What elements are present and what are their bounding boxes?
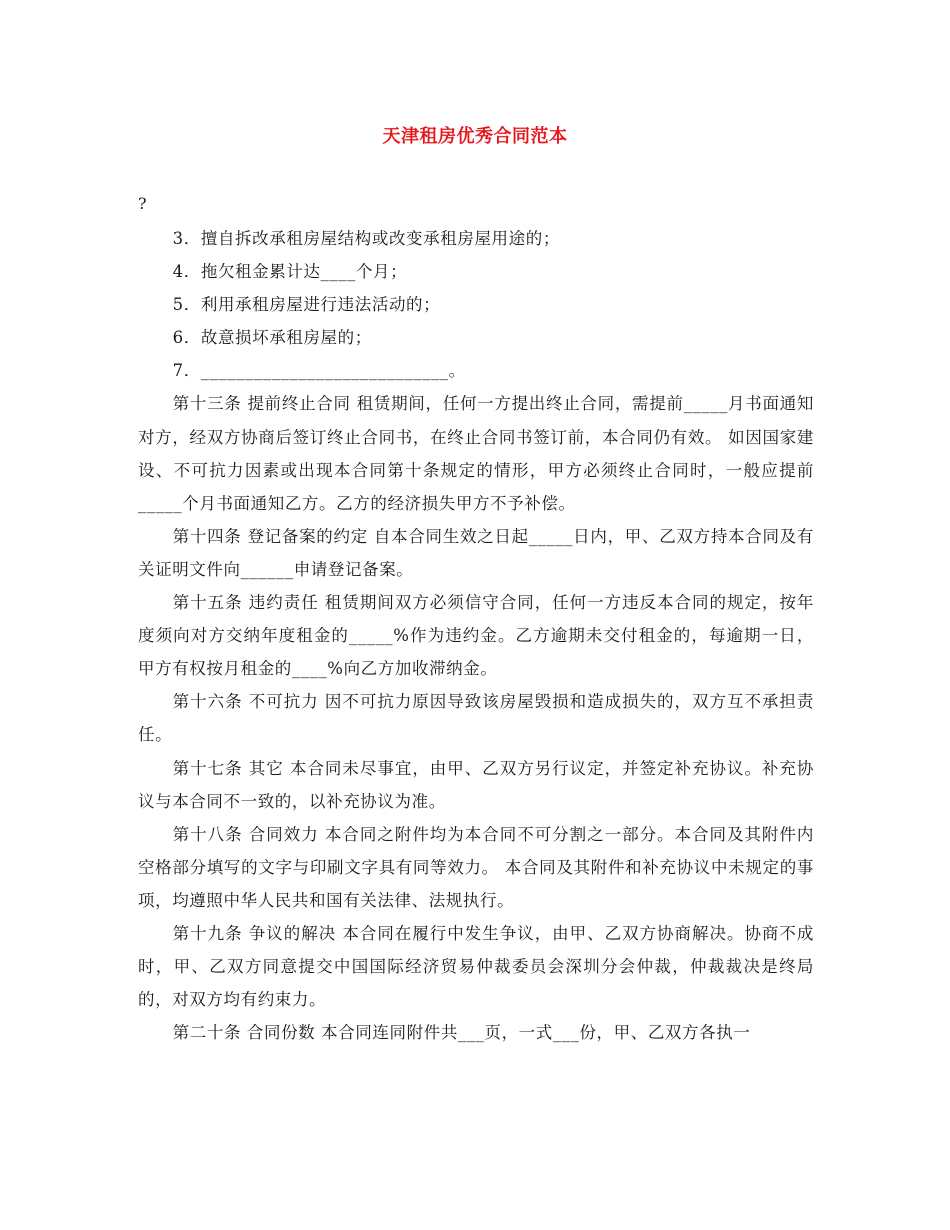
article-13-paragraph: 第十三条 提前终止合同 租赁期间，任何一方提出终止合同，需提前_____月书面通知对方，经双方协商后签订终止合同书，在终止合同书签订前，本合同仍有效。 如因国家建设、不可抗力因素或出现本合同第十条规定的情形，甲方必须终止合同时，一般应提前_____个月书面通知乙方。乙方的经济损失甲方不予补偿。	[138, 394, 814, 513]
list-item: 6．故意损坏承租房屋的；	[172, 328, 372, 348]
article-18-paragraph: 第十八条 合同效力 本合同之附件均为本合同不可分割之一部分。本合同及其附件内空格部分填写的文字与印刷文字具有同等效力。 本合同及其附件和补充协议中未规定的事项，均遵照中华人民共和国有关法律、法规执行。	[138, 824, 814, 910]
list-item: 5．利用承租房屋进行违法活动的；	[172, 295, 441, 315]
article-20-paragraph: 第二十条 合同份数 本合同连同附件共___页，一式___份，甲、乙双方各执一	[172, 1023, 751, 1043]
list-item: 3．擅自拆改承租房屋结构或改变承租房屋用途的；	[172, 229, 560, 248]
document-body	[138, 222, 814, 1049]
article-19-paragraph: 第十九条 争议的解决 本合同在履行中发生争议，由甲、乙双方协商解决。协商不成时，甲、乙双方同意提交中国国际经济贸易仲裁委员会深圳分会仲裁，仲裁裁决是终局的，对双方均有约束力。	[138, 923, 814, 1010]
list-item: 4．拖欠租金累计达____个月；	[172, 262, 408, 282]
placeholder-marker: ?	[138, 194, 147, 213]
article-14-paragraph: 第十四条 登记备案的约定 自本合同生效之日起_____日内，甲、乙双方持本合同及有关证明文件向______申请登记备案。	[138, 526, 814, 579]
article-17-paragraph: 第十七条 其它 本合同未尽事宜，由甲、乙双方另行议定，并签定补充协议。补充协议与本合同不一致的，以补充协议为准。	[138, 758, 814, 811]
article-16-paragraph: 第十六条 不可抗力 因不可抗力原因导致该房屋毁损和造成损失的，双方互不承担责任。	[138, 692, 814, 745]
article-15-paragraph: 第十五条 违约责任 租赁期间双方必须信守合同，任何一方违反本合同的规定，按年度须向对方交纳年度租金的_____%作为违约金。乙方逾期未交付租金的，每逾期一日，甲方有权按月租金的____%向乙方加收滞纳金。	[138, 593, 814, 679]
list-item: 7．____________________________。	[172, 361, 466, 381]
document-title: 天津租房优秀合同范本	[382, 126, 568, 147]
